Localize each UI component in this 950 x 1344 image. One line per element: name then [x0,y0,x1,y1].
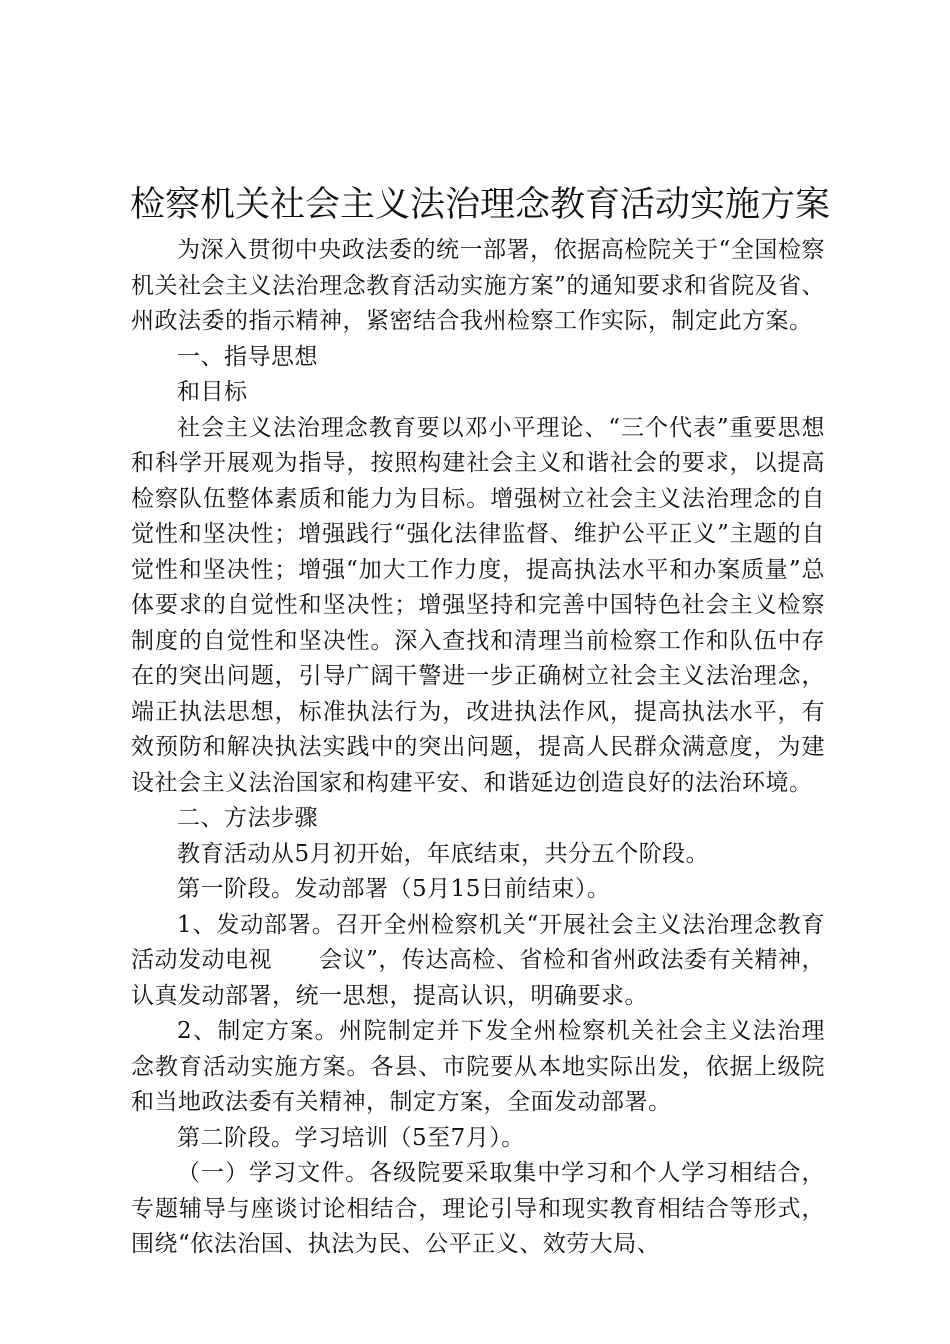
heading-guiding-ideology-cont: 和目标 [177,379,248,405]
paragraph-guiding-ideology: 社会主义法治理念教育要以邓小平理论、“三个代表”重要思想和科学开展观为指导，按照构建社会主义和谐社会的要求，以提高检察队伍整体素质和能力为目标。增强树立社会主义法治理念的自觉性和坚决性；增强践行“强化法律监督、维护公平正义”主题的自觉性和坚决性；增强“加大工作力度，提高执法水平和办案质量”总体要求的自觉性和坚决性；增强坚持和完善中国特色社会主义检察制度的自觉性和坚决性。深入查找和清理当前检察工作和队伍中存在的突出问题，引导广阔干警进一步正确树立社会主义法治理念，端正执法思想，标准执法行为，改进执法作风，提高执法水平，有效预防和解决执法实践中的突出问题，提高人民群众满意度，为建设社会主义法治国家和构建平安、和谐延边创造良好的法治环境。 [131,414,825,796]
heading-stage-one: 第一阶段。发动部署（5月15日前结束）。 [177,876,611,902]
document-body [131,233,825,1263]
heading-methods-steps: 二、方法步骤 [177,805,318,831]
paragraph-intro: 为深入贯彻中央政法委的统一部署，依据高检院关于“全国检察机关社会主义法治理念教育活动实施方案”的通知要求和省院及省、州政法委的指示精神，紧密结合我州检察工作实际，制定此方案。 [131,237,825,334]
paragraph-stage-one-item-1: 1、发动部署。召开全州检察机关“开展社会主义法治理念教育活动发动电视 会议”，传达高检、省检和省州政法委有关精神，认真发动部署，统一思想，提高认识，明确要求。 [131,911,825,1009]
paragraph-schedule: 教育活动从5月初开始，年底结束，共分五个阶段。 [177,840,710,867]
heading-stage-two: 第二阶段。学习培训（5至7月）。 [177,1124,525,1151]
heading-guiding-ideology: 一、指导思想 [177,343,318,370]
paragraph-stage-two-item-1: （一）学习文件。各级院要采取集中学习和个人学习相结合，专题辅导与座谈讨论相结合，理论引导和现实教育相结合等形式，围绕“依法治国、执法为民、公平正义、效劳大局、 [131,1160,825,1257]
paragraph-stage-one-item-2: 2、制定方案。州院制定并下发全州检察机关社会主义法治理念教育活动实施方案。各县、市院要从本地实际出发，依据上级院和当地政法委有关精神，制定方案，全面发动部署。 [131,1018,825,1115]
document-title: 检察机关社会主义法治理念教育活动实施方案 [130,185,831,225]
